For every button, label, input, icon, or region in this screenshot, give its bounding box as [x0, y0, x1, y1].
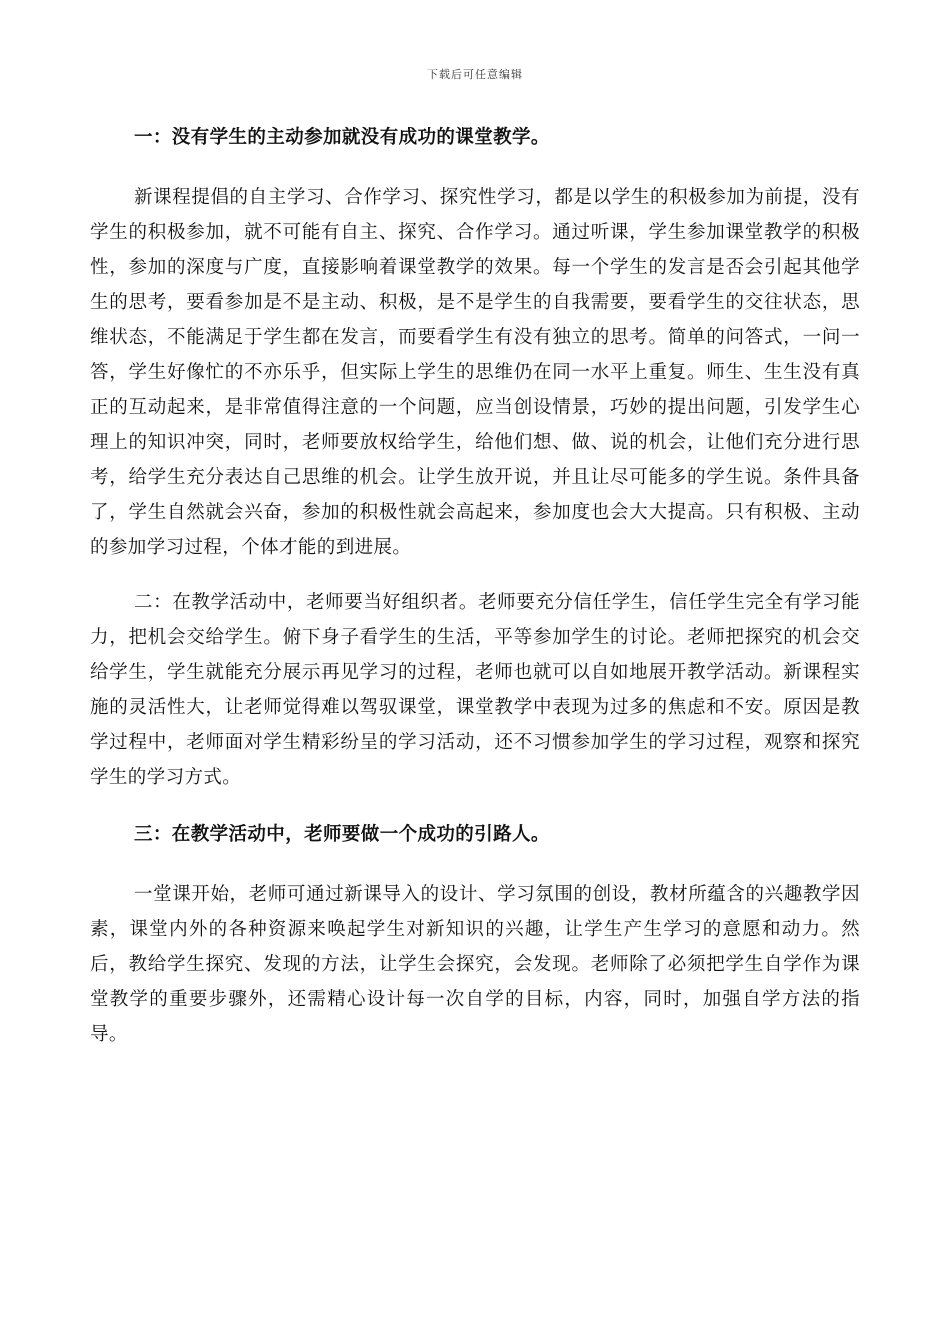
spacer	[90, 158, 860, 180]
section-1-paragraph: 新课程提倡的自主学习、合作学习、探究性学习，都是以学生的积极参加为前提，没有学生的积极参加，就不可能有自主、探究、合作学习。通过听课，学生参加课堂教学的积极性，参加的深度与广度，直接影响着课堂教学的效果。每一个学生的发言是否会引起其他学生的思考，要看参加是不是主动、积极，是不是学生的自我需要，要看学生的交往状态，思维状态，不能满足于学生都在发言，而要看学生有没有独立的思考。简单的问答式，一问一答，学生好像忙的不亦乐乎，但实际上学生的思维仍在同一水平上重复。师生、生生没有真正的互动起来，是非常值得注意的一个问题，应当创设情景，巧妙的提出问题，引发学生心理上的知识冲突，同时，老师要放权给学生，给他们想、做、说的机会，让他们充分进行思考，给学生充分表达自己思维的机会。让学生放开说，并且让尽可能多的学生说。条件具备了，学生自然就会兴奋，参加的积极性就会高起来，参加度也会大大提高。只有积极、主动的参加学习过程，个体才能的到进展。	[90, 187, 860, 558]
spacer	[90, 855, 860, 877]
section-3-heading: 三：在教学活动中，老师要做一个成功的引路人。	[134, 824, 550, 845]
spacer	[90, 565, 860, 585]
section-1-heading: 一：没有学生的主动参加就没有成功的课堂教学。	[134, 127, 550, 148]
spacer	[90, 795, 860, 815]
page-header-note: 下载后可任意编辑	[427, 68, 523, 81]
document-body	[90, 118, 860, 1052]
section-2-paragraph: 二：在教学活动中，老师要当好组织者。老师要充分信任学生，信任学生完全有学习能力，把机会交给学生。俯下身子看学生的生活，平等参加学生的讨论。老师把探究的机会交给学生，学生就能充分展示再见学习的过程，老师也就可以自如地展开教学活动。新课程实施的灵活性大，让老师觉得难以驾驭课堂，课堂教学中表现为过多的焦虑和不安。原因是教学过程中，老师面对学生精彩纷呈的学习活动，还不习惯参加学生的学习过程，观察和探究学生的学习方式。	[90, 592, 860, 788]
section-3-paragraph: 一堂课开始，老师可通过新课导入的设计、学习氛围的创设，教材所蕴含的兴趣教学因素，课堂内外的各种资源来唤起学生对新知识的兴趣，让学生产生学习的意愿和动力。然后，教给学生探究、发现的方法，让学生会探究，会发现。老师除了必须把学生自学作为课堂教学的重要步骤外，还需精心设计每一次自学的目标，内容，同时，加强自学方法的指导。	[90, 884, 860, 1045]
